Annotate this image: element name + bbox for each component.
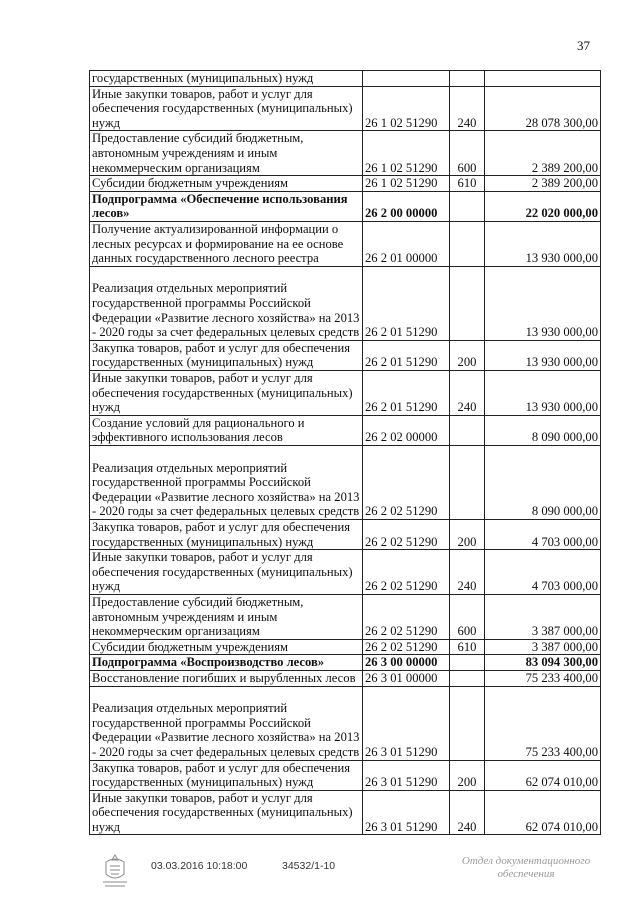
row-code-cell: 26 1 02 51290 (363, 176, 450, 192)
table-row (90, 594, 601, 639)
row-name-cell: Создание условий для рационального и эффективного использования лесов (90, 415, 363, 445)
row-expense-type-cell: 600 (450, 594, 485, 639)
table-row (90, 445, 601, 519)
row-expense-type-cell: 200 (450, 519, 485, 549)
table-row (90, 686, 601, 760)
table-row (90, 655, 601, 671)
department-stamp (446, 855, 606, 881)
row-code-cell: 26 2 02 51290 (363, 550, 450, 595)
row-amount-cell: 75 233 400,00 (485, 686, 601, 760)
row-amount-cell: 2 389 200,00 (485, 131, 601, 176)
row-amount-cell: 13 930 000,00 (485, 340, 601, 370)
row-name-cell: Получение актуализированной информации о лесных ресурсах и формирование на ее основе данных государственного лесного реестра (90, 221, 363, 266)
row-code-cell: 26 2 01 00000 (363, 221, 450, 266)
row-expense-type-cell: 240 (450, 370, 485, 415)
budget-table-body (90, 71, 601, 835)
row-expense-type-cell (450, 266, 485, 340)
row-name-cell: государственных (муниципальных) нужд (90, 71, 363, 87)
row-name-cell: Иные закупки товаров, работ и услуг для обеспечения государственных (муниципальных) нужд (90, 370, 363, 415)
table-row (90, 670, 601, 686)
table-row (90, 71, 601, 87)
stamp-line-2: обеспечения (497, 868, 555, 880)
row-expense-type-cell (450, 670, 485, 686)
row-expense-type-cell (450, 686, 485, 760)
row-amount-cell: 3 387 000,00 (485, 594, 601, 639)
row-code-cell: 26 3 01 00000 (363, 670, 450, 686)
row-name-cell: Подпрограмма «Обеспечение использования лесов» (90, 191, 363, 221)
row-amount-cell: 22 020 000,00 (485, 191, 601, 221)
row-code-cell: 26 2 02 51290 (363, 594, 450, 639)
row-name-cell: Предоставление субсидий бюджетным, автономным учреждениям и иным некоммерческим организациям (90, 594, 363, 639)
row-code-cell: 26 2 02 51290 (363, 519, 450, 549)
row-expense-type-cell: 610 (450, 176, 485, 192)
row-code-cell: 26 3 01 51290 (363, 760, 450, 790)
row-amount-cell: 8 090 000,00 (485, 415, 601, 445)
row-code-cell: 26 2 01 51290 (363, 266, 450, 340)
table-row (90, 191, 601, 221)
row-code-cell: 26 1 02 51290 (363, 131, 450, 176)
row-expense-type-cell: 240 (450, 86, 485, 131)
row-name-cell: Закупка товаров, работ и услуг для обеспечения государственных (муниципальных) нужд (90, 760, 363, 790)
row-expense-type-cell: 610 (450, 639, 485, 655)
row-code-cell: 26 2 02 51290 (363, 639, 450, 655)
row-name-cell: Реализация отдельных мероприятий государственной программы Российской Федерации «Развитие лесного хозяйства» на 2013 - 2020 годы за счет федеральных целевых средств (90, 266, 363, 340)
row-expense-type-cell (450, 655, 485, 671)
row-expense-type-cell (450, 415, 485, 445)
row-amount-cell: 28 078 300,00 (485, 86, 601, 131)
table-row (90, 340, 601, 370)
page-number: 37 (577, 38, 590, 53)
table-row (90, 550, 601, 595)
table-row (90, 760, 601, 790)
row-amount-cell (485, 71, 601, 87)
row-name-cell: Реализация отдельных мероприятий государственной программы Российской Федерации «Развитие лесного хозяйства» на 2013 - 2020 годы за счет федеральных целевых средств (90, 445, 363, 519)
row-expense-type-cell: 600 (450, 131, 485, 176)
table-row (90, 176, 601, 192)
row-name-cell: Субсидии бюджетным учреждениям (90, 639, 363, 655)
table-row (90, 639, 601, 655)
row-code-cell: 26 2 02 51290 (363, 445, 450, 519)
row-expense-type-cell: 200 (450, 760, 485, 790)
table-row (90, 370, 601, 415)
row-expense-type-cell (450, 191, 485, 221)
row-expense-type-cell (450, 221, 485, 266)
row-name-cell: Восстановление погибших и вырубленных лесов (90, 670, 363, 686)
row-name-cell: Иные закупки товаров, работ и услуг для обеспечения государственных (муниципальных) нужд (90, 790, 363, 835)
table-row (90, 266, 601, 340)
row-amount-cell: 8 090 000,00 (485, 445, 601, 519)
row-amount-cell: 62 074 010,00 (485, 760, 601, 790)
row-amount-cell: 83 094 300,00 (485, 655, 601, 671)
table-row (90, 221, 601, 266)
row-code-cell: 26 2 01 51290 (363, 370, 450, 415)
stamp-line-1: Отдел документационного (461, 855, 591, 867)
row-amount-cell: 75 233 400,00 (485, 670, 601, 686)
row-code-cell: 26 2 00 00000 (363, 191, 450, 221)
table-row (90, 415, 601, 445)
row-name-cell: Иные закупки товаров, работ и услуг для обеспечения государственных (муниципальных) нужд (90, 86, 363, 131)
row-amount-cell: 3 387 000,00 (485, 639, 601, 655)
table-row (90, 519, 601, 549)
table-row (90, 131, 601, 176)
row-name-cell: Реализация отдельных мероприятий государственной программы Российской Федерации «Развитие лесного хозяйства» на 2013 - 2020 годы за счет федеральных целевых средств (90, 686, 363, 760)
row-amount-cell: 13 930 000,00 (485, 266, 601, 340)
row-amount-cell: 62 074 010,00 (485, 790, 601, 835)
row-code-cell: 26 3 01 51290 (363, 790, 450, 835)
row-code-cell (363, 71, 450, 87)
table-row (90, 86, 601, 131)
row-amount-cell: 13 930 000,00 (485, 221, 601, 266)
row-name-cell: Закупка товаров, работ и услуг для обеспечения государственных (муниципальных) нужд (90, 519, 363, 549)
row-expense-type-cell (450, 71, 485, 87)
row-code-cell: 26 2 02 00000 (363, 415, 450, 445)
row-code-cell: 26 2 01 51290 (363, 340, 450, 370)
footer-doc-number: 34532/1-10 (282, 860, 336, 872)
row-code-cell: 26 1 02 51290 (363, 86, 450, 131)
row-name-cell: Закупка товаров, работ и услуг для обеспечения государственных (муниципальных) нужд (90, 340, 363, 370)
table-row (90, 790, 601, 835)
row-code-cell: 26 3 01 51290 (363, 686, 450, 760)
row-name-cell: Предоставление субсидий бюджетным, автономным учреждениям и иным некоммерческим организациям (90, 131, 363, 176)
row-expense-type-cell (450, 445, 485, 519)
row-name-cell: Субсидии бюджетным учреждениям (90, 176, 363, 192)
row-expense-type-cell: 200 (450, 340, 485, 370)
footer-datetime: 03.03.2016 10:18:00 (151, 860, 248, 872)
row-name-cell: Подпрограмма «Воспроизводство лесов» (90, 655, 363, 671)
row-expense-type-cell: 240 (450, 550, 485, 595)
row-amount-cell: 2 389 200,00 (485, 176, 601, 192)
row-amount-cell: 4 703 000,00 (485, 550, 601, 595)
row-code-cell: 26 3 00 00000 (363, 655, 450, 671)
row-amount-cell: 13 930 000,00 (485, 370, 601, 415)
budget-table (89, 70, 601, 835)
row-expense-type-cell: 240 (450, 790, 485, 835)
row-amount-cell: 4 703 000,00 (485, 519, 601, 549)
emblem-icon (98, 852, 132, 890)
row-name-cell: Иные закупки товаров, работ и услуг для обеспечения государственных (муниципальных) нужд (90, 550, 363, 595)
